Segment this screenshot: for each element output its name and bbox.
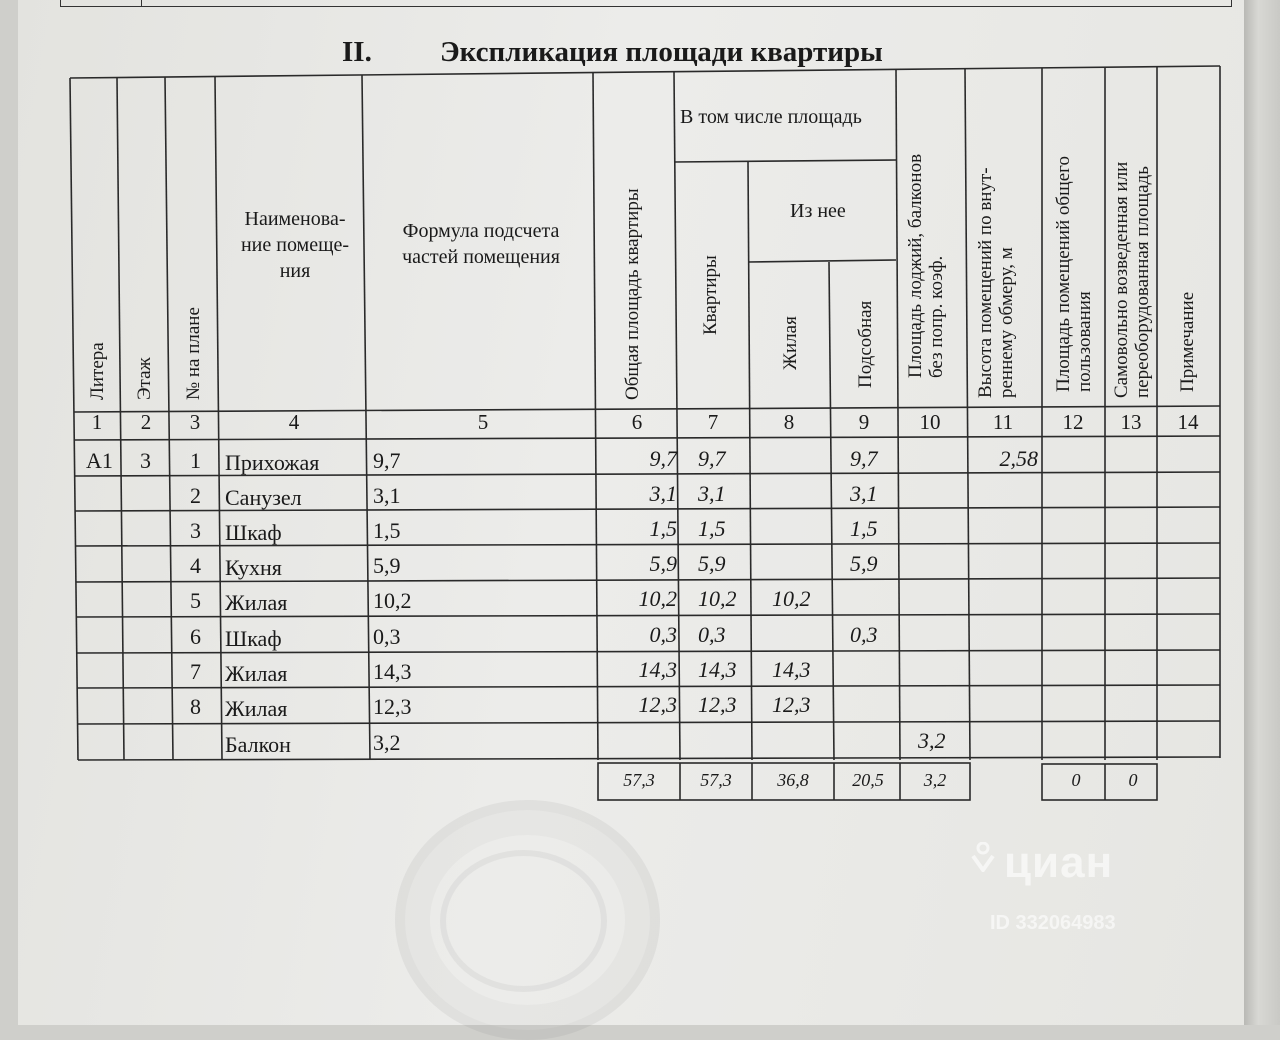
cell-formula: 9,7 bbox=[373, 448, 401, 473]
total-bal: 3,2 bbox=[923, 770, 947, 790]
cell-obshaya: 1,5 bbox=[649, 516, 677, 541]
header-lodzhii: Площадь лоджий, балконов без попр. коэф. bbox=[905, 153, 947, 378]
column-number: 1 bbox=[91, 410, 103, 434]
cell-obshaya: 10,2 bbox=[638, 586, 677, 611]
cell-naimenovanie: Жилая bbox=[225, 661, 288, 686]
header-zhilaya: Жилая bbox=[780, 316, 801, 370]
header-formula: Формула подсчета частей помещения bbox=[402, 220, 560, 268]
cell-formula: 3,1 bbox=[373, 483, 401, 508]
watermark-brand: циан bbox=[1004, 838, 1114, 887]
cell-litera: А1 bbox=[86, 448, 113, 473]
header-nomer: № на плане bbox=[183, 307, 204, 400]
header-obshaya: Общая площадь квартиры bbox=[622, 188, 643, 400]
cell-obshaya: 5,9 bbox=[649, 551, 677, 576]
cell-kvartiry: 10,2 bbox=[698, 586, 737, 611]
section-title: Экспликация площади квартиры bbox=[440, 36, 883, 68]
cell-nomer: 5 bbox=[190, 588, 201, 613]
cell-formula: 10,2 bbox=[373, 588, 412, 613]
cell-formula: 3,2 bbox=[373, 730, 401, 755]
cell-kvartiry: 14,3 bbox=[698, 657, 737, 682]
cell-naimenovanie: Жилая bbox=[225, 696, 288, 721]
cell-naimenovanie: Санузел bbox=[225, 485, 302, 510]
cell-formula: 0,3 bbox=[373, 624, 401, 649]
column-number: 9 bbox=[858, 410, 870, 434]
cell-vysota: 2,58 bbox=[999, 446, 1038, 471]
column-number: 7 bbox=[707, 410, 719, 434]
cell-nomer: 7 bbox=[190, 659, 201, 684]
total-samovolno: 0 bbox=[1128, 770, 1138, 790]
cell-nomer: 2 bbox=[190, 483, 201, 508]
section-number: II. bbox=[342, 36, 372, 68]
column-number: 6 bbox=[631, 410, 643, 434]
cell-zhilaya: 14,3 bbox=[772, 657, 811, 682]
cell-nomer: 3 bbox=[190, 518, 201, 543]
cell-podsobnaya: 0,3 bbox=[850, 622, 878, 647]
total-pods: 20,5 bbox=[852, 770, 884, 790]
header-litera: Литера bbox=[87, 342, 108, 400]
header-kvartiry: Квартиры bbox=[700, 255, 721, 335]
column-number: 14 bbox=[1177, 410, 1199, 434]
header-etazh: Этаж bbox=[134, 357, 155, 400]
header-vysota: Высота помещений по внут- реннему обмеру, м bbox=[975, 167, 1017, 398]
cell-formula: 12,3 bbox=[373, 694, 412, 719]
cell-nomer: 8 bbox=[190, 694, 201, 719]
cell-kvartiry: 3,1 bbox=[698, 481, 726, 506]
cell-zhilaya: 12,3 bbox=[772, 692, 811, 717]
cell-naimenovanie: Балкон bbox=[225, 732, 291, 757]
cell-naimenovanie: Прихожая bbox=[225, 450, 320, 475]
cell-naimenovanie: Шкаф bbox=[225, 520, 282, 545]
cell-naimenovanie: Жилая bbox=[225, 590, 288, 615]
total-obshego: 0 bbox=[1071, 770, 1081, 790]
column-number: 11 bbox=[992, 410, 1014, 434]
header-iz-nee: Из нее bbox=[790, 200, 846, 222]
cell-podsobnaya: 3,1 bbox=[850, 481, 878, 506]
cell-formula: 14,3 bbox=[373, 659, 412, 684]
cell-etazh: 3 bbox=[140, 448, 151, 473]
cell-obshaya: 9,7 bbox=[649, 446, 677, 471]
cell-nomer: 1 bbox=[190, 448, 201, 473]
total-zh: 36,8 bbox=[777, 770, 809, 790]
column-number: 8 bbox=[783, 410, 795, 434]
faded-stamp bbox=[395, 800, 660, 1040]
column-number: 13 bbox=[1120, 410, 1142, 434]
column-number: 2 bbox=[140, 410, 152, 434]
cell-obshaya: 3,1 bbox=[649, 481, 677, 506]
cell-kvartiry: 1,5 bbox=[698, 516, 726, 541]
total-kv: 57,3 bbox=[700, 770, 732, 790]
header-v-tom-chisle: В том числе площадь bbox=[680, 106, 862, 128]
cell-nomer: 4 bbox=[190, 553, 201, 578]
cell-podsobnaya: 5,9 bbox=[850, 551, 878, 576]
cell-kvartiry: 5,9 bbox=[698, 551, 726, 576]
cell-obshaya: 0,3 bbox=[649, 622, 677, 647]
watermark-id: ID 332064983 bbox=[990, 912, 1116, 934]
cell-naimenovanie: Шкаф bbox=[225, 626, 282, 651]
column-number: 4 bbox=[288, 410, 300, 434]
cell-balkon: 3,2 bbox=[918, 728, 946, 753]
total-obsh: 57,3 bbox=[623, 770, 655, 790]
header-primechanie: Примечание bbox=[1177, 291, 1198, 392]
map-pin-icon bbox=[970, 842, 996, 872]
cell-kvartiry: 0,3 bbox=[698, 622, 726, 647]
cell-podsobnaya: 1,5 bbox=[850, 516, 878, 541]
cell-kvartiry: 9,7 bbox=[698, 446, 726, 471]
cell-nomer: 6 bbox=[190, 624, 201, 649]
cell-formula: 1,5 bbox=[373, 518, 401, 543]
header-podsobnaya: Подсобная bbox=[855, 300, 876, 388]
column-number: 3 bbox=[189, 410, 201, 434]
cell-formula: 5,9 bbox=[373, 553, 401, 578]
header-samovolno: Самовольно возведенная или переоборудованная площадь bbox=[1111, 161, 1153, 398]
column-number: 12 bbox=[1062, 410, 1084, 434]
cell-obshaya: 14,3 bbox=[638, 657, 677, 682]
cell-naimenovanie: Кухня bbox=[225, 555, 282, 580]
cell-zhilaya: 10,2 bbox=[772, 586, 811, 611]
cell-kvartiry: 12,3 bbox=[698, 692, 737, 717]
header-obshego: Площадь помещений общего пользования bbox=[1053, 156, 1095, 392]
header-naimenovanie: Наименова- ние помеще- ния bbox=[240, 208, 350, 282]
column-number: 10 bbox=[919, 410, 941, 434]
cell-obshaya: 12,3 bbox=[638, 692, 677, 717]
column-number: 5 bbox=[477, 410, 489, 434]
cell-podsobnaya: 9,7 bbox=[850, 446, 878, 471]
